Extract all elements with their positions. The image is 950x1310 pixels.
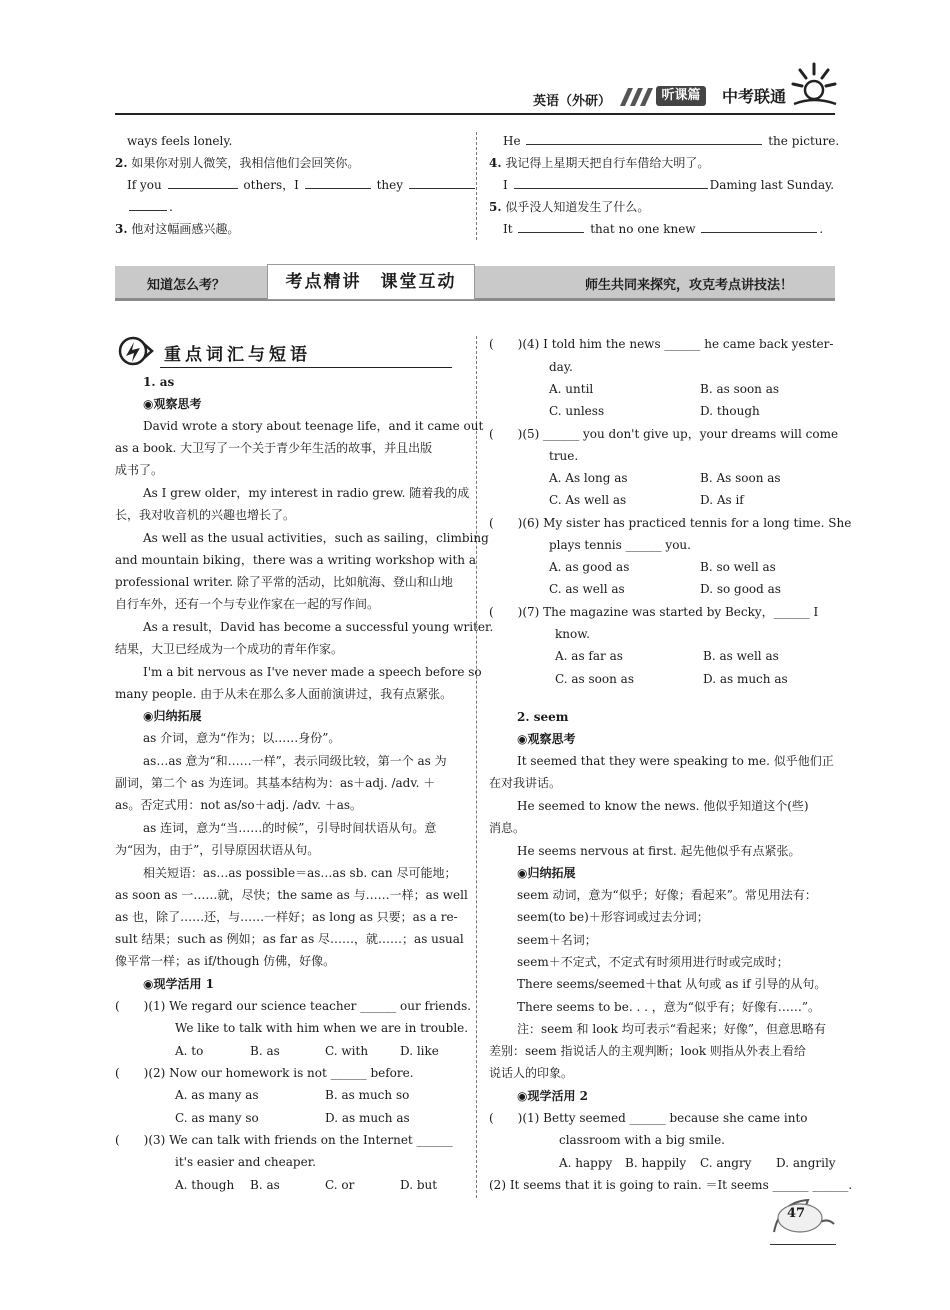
question-number: 4. [489,156,502,170]
subsection-label: ◉现学活用 2 [517,1089,588,1103]
header-tag: 听课篇 [656,86,706,106]
section-title-rule [160,367,452,368]
example-line: professional writer. 除了平常的活动，比如航海、登山和山地 [115,575,453,589]
option-d[interactable]: D. as much as [703,672,788,686]
answer-text: Daming last Sunday. [709,178,835,192]
banner-right-text: 师生共同来探究，攻克考点讲技法！ [584,278,793,293]
exercise-question: ( )(1) Betty seemed ______ because she came into [489,1111,808,1125]
explanation-line: There seems to be. . . ，意为“似乎有；好像有……”。 [517,1000,821,1014]
option-a[interactable]: A. until [549,382,594,396]
page-number: 47 [787,1206,806,1221]
option-b[interactable]: B. as much so [325,1088,410,1102]
exercise-question: ( )(7) The magazine was started by Becky，______ I [489,605,819,619]
example-line: 消息。 [489,821,526,835]
exercise-question: ( )(1) We regard our science teacher ______ our friends. [115,999,472,1013]
option-b[interactable]: B. happily [625,1156,687,1170]
option-d[interactable]: D. angrily [776,1156,836,1170]
example-line: He seems nervous at first. 起先他似乎有点紧张。 [517,844,801,858]
explanation-line: There seems/seemed＋that 从句或 as if 引导的从句。 [517,977,827,991]
option-b[interactable]: B. so well as [700,560,776,574]
answer-blank[interactable] [129,196,167,211]
question-2-answer-line [127,174,477,196]
answer-blank[interactable] [514,174,708,189]
question-5-answer-line [503,218,823,240]
option-c[interactable]: C. as soon as [555,672,634,686]
answer-text: the picture. [768,134,840,148]
header-slashes-icon [620,88,656,106]
explanation-line: as 介词，意为“作为；以……身份”。 [143,731,341,745]
header-brand: 中考联通 [722,87,787,106]
option-b[interactable]: B. as well as [703,649,779,663]
option-b[interactable]: B. as [250,1178,280,1192]
exercise-question: ( )(4) I told him the news ______ he came back yester- [489,337,834,351]
exercise-question: ( )(6) My sister has practiced tennis for a long time. She [489,516,852,530]
option-d[interactable]: D. As if [700,493,744,507]
option-b[interactable]: B. As soon as [700,471,781,485]
question-3 [115,218,239,240]
question-5 [489,196,649,218]
option-c[interactable]: C. unless [549,404,605,418]
option-b[interactable]: B. as [250,1044,280,1058]
exercise-question-cont: classroom with a big smile. [559,1133,725,1147]
question-number: 2. [115,156,128,170]
answer-blank[interactable] [305,174,371,189]
subsection-label: ◉归纳拓展 [517,866,576,880]
answer-blank[interactable] [518,218,584,233]
key-points-icon [118,336,154,366]
explanation-line: as 连词，意为“当……的时候”，引导时间状语从句。意 [143,821,437,835]
answer-blank[interactable] [168,174,238,189]
option-c[interactable]: C. as many so [175,1111,259,1125]
main-column-divider [476,336,477,1198]
option-a[interactable]: A. though [175,1178,235,1192]
example-line: David wrote a story about teenage life，and it came out [143,419,484,433]
subsection-label: ◉观察思考 [143,397,202,411]
example-line: As a result，David has become a successful young writer. [143,620,494,634]
answer-text: He [503,134,521,148]
option-c[interactable]: C. or [325,1178,355,1192]
exercise-question-cont: day. [549,360,573,374]
option-d[interactable]: D. like [400,1044,439,1058]
section-banner [115,266,835,301]
subsection-label: ◉观察思考 [517,732,576,746]
option-c[interactable]: C. angry [700,1156,752,1170]
option-a[interactable]: A. as far as [555,649,623,663]
question-3-answer-line [503,130,839,152]
banner-left-text: 知道怎么考？ [147,278,226,293]
header-subject: 英语（外研） [533,94,612,109]
subsection-label: ◉归纳拓展 [143,709,202,723]
exercise-question: ( )(3) We can talk with friends on the Internet ______ [115,1133,453,1147]
exercise-question-cont: true. [549,449,579,463]
question-4 [489,152,709,174]
option-d[interactable]: D. as much as [325,1111,410,1125]
explanation-line: 相关短语：as…as possible＝as…as sb. can 尽可能地； [143,866,457,880]
answer-text: If you [127,178,162,192]
banner-title: 考点精讲 课堂互动 [267,264,475,300]
explanation-line: 为“因为，由于”，引导原因状语从句。 [115,843,320,857]
question-2-answer-line-cont [127,196,173,218]
explanation-line: sult 结果；such as 例如；as far as 尽……，就……；as usual [115,932,464,946]
option-b[interactable]: B. as soon as [700,382,780,396]
option-d[interactable]: D. though [700,404,760,418]
question-number: 3. [115,222,128,236]
question-text: 如果你对别人微笑，我相信他们会回笑你。 [131,156,360,170]
option-a[interactable]: A. to [175,1044,204,1058]
question-text: 似乎没人知道发生了什么。 [505,200,650,214]
option-a[interactable]: A. as many as [175,1088,259,1102]
exercise-question: ( )(5) ______ you don't give up，your dreams will come [489,427,839,441]
answer-text: that no one knew [590,222,696,236]
example-line: 自行车外，还有一个与专业作家在一起的写作间。 [115,597,380,611]
question-text: 我记得上星期天把自行车借给大明了。 [505,156,710,170]
explanation-line: seem(to be)＋形容词或过去分词； [517,910,709,924]
exercise-question-cont: plays tennis ______ you. [549,538,691,552]
answer-blank[interactable] [409,174,475,189]
subsection-heading: 1. as [143,375,175,389]
explanation-line: seem＋名词； [517,933,597,947]
answer-blank[interactable] [701,218,817,233]
note-line: 说话人的印象。 [489,1066,574,1080]
header-rule [115,113,835,115]
option-a[interactable]: A. happy [559,1156,613,1170]
subsection-label: ◉现学活用 1 [143,977,214,991]
question-text: 他对这幅画感兴趣。 [131,222,240,236]
option-d[interactable]: D. so good as [700,582,781,596]
exercise-question-cont: We like to talk with him when we are in trouble. [175,1021,469,1035]
example-line: 结果，大卫已经成为一个成功的青年作家。 [115,642,344,656]
explanation-line: as…as 意为“和……一样”，表示同级比较，第一个 as 为 [143,754,447,768]
option-d[interactable]: D. but [400,1178,438,1192]
explanation-line: as soon as 一……就，尽快；the same as 与……一样；as well [115,888,468,902]
answer-blank[interactable] [526,130,762,145]
note-line: 注：seem 和 look 均可表示“看起来；好像”，但意思略有 [517,1022,827,1036]
option-a[interactable]: A. as good as [549,560,630,574]
answer-text: . [819,222,824,236]
page-number-rule [770,1244,836,1245]
explanation-line: as 也，除了……还，与……一样好；as long as 只要；as a re- [115,910,458,924]
example-line: As well as the usual activities，such as sailing，climbing [143,531,489,545]
option-c[interactable]: C. As well as [549,493,627,507]
exercise-question: ( )(2) Now our homework is not ______ before. [115,1066,414,1080]
explanation-line: seem＋不定式，不定式有时须用进行时或完成时； [517,955,789,969]
question-4-answer-line [503,174,834,196]
answer-text: . [169,200,173,214]
example-line: as a book. 大卫写了一个关于青少年生活的故事，并且出版 [115,441,433,455]
exercise-question-cont: know. [555,627,590,641]
explanation-line: 像平常一样；as if/though 仿佛，好像。 [115,954,336,968]
answer-text: I [503,178,508,192]
option-c[interactable]: C. as well as [549,582,625,596]
question-2 [115,152,359,174]
answer-text: others，I [243,178,299,192]
example-line: 在对我讲话。 [489,776,562,790]
example-line: As I grew older，my interest in radio grew. 随着我的成 [143,486,470,500]
explanation-line: as。否定式用：not as/so＋adj. /adv. ＋as。 [115,798,363,812]
answer-text: It [503,222,513,236]
exercise-question-cont: it's easier and cheaper. [175,1155,316,1169]
example-line: It seemed that they were speaking to me. 似乎他们正 [517,754,834,768]
explanation-line: 副词，第二个 as 为连词。其基本结构为：as＋adj. /adv. ＋ [115,776,436,790]
option-c[interactable]: C. with [325,1044,369,1058]
example-line: 长，我对收音机的兴趣也增长了。 [115,508,296,522]
section-title: 重点词汇与短语 [164,345,311,365]
example-line: He seemed to know the news. 他似乎知道这个(些) [517,799,809,813]
example-line: and mountain biking，there was a writing workshop with a [115,553,476,567]
option-a[interactable]: A. As long as [549,471,628,485]
brand-sun-logo-icon [790,60,838,108]
top-left-line: ways feels lonely. [127,134,233,148]
answer-text: they [376,178,403,192]
example-line: I'm a bit nervous as I've never made a speech before so [143,665,482,679]
note-line: 差别：seem 指说话人的主观判断；look 则指从外表上看给 [489,1044,806,1058]
example-line: 成书了。 [115,463,164,477]
question-number: 5. [489,200,502,214]
explanation-line: seem 动词，意为“似乎；好像；看起来”。常见用法有： [517,888,817,902]
subsection-heading: 2. seem [517,710,569,724]
example-line: many people. 由于从未在那么多人面前演讲过，我有点紧张。 [115,687,453,701]
exercise-question: (2) It seems that it is going to rain. ＝It seems ______ ______. [489,1178,853,1192]
